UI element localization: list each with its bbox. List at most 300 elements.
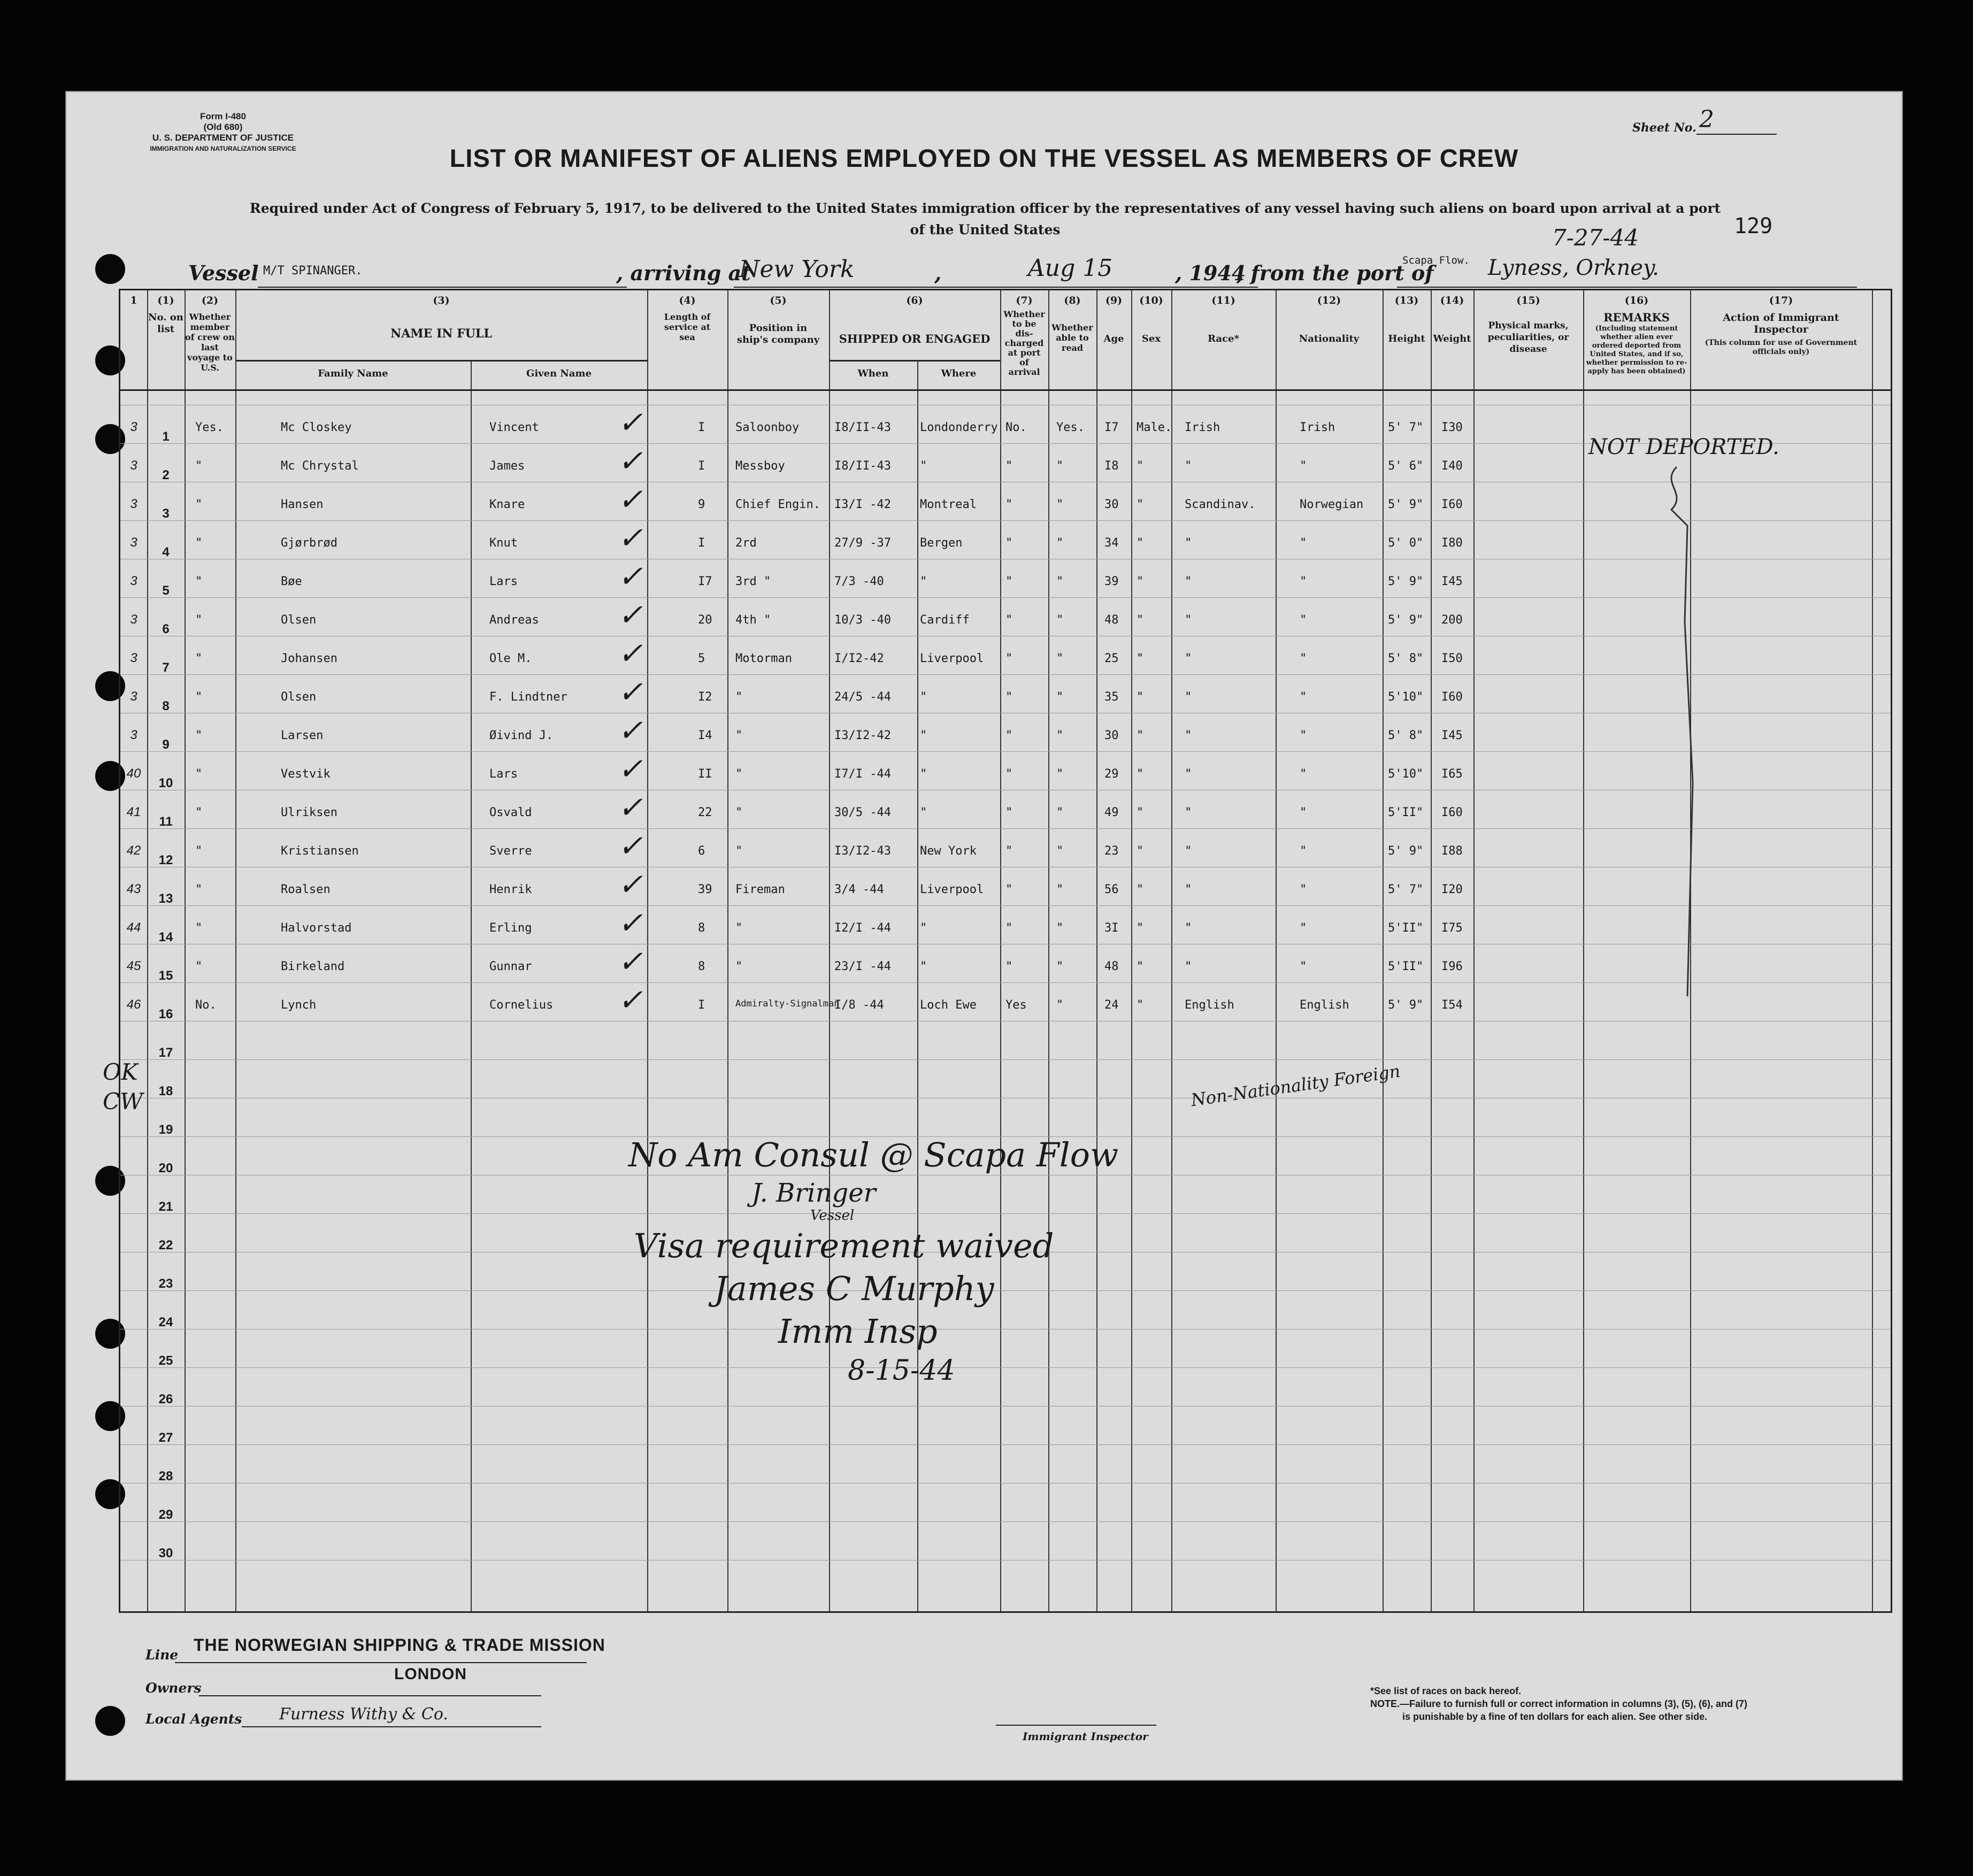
check-mark: ✓	[618, 906, 643, 941]
cell-nationality: "	[1300, 729, 1307, 742]
cell-when: I3/I2-43	[834, 844, 891, 858]
cell-race: "	[1185, 921, 1192, 935]
page-title: LIST OR MANIFEST OF ALIENS EMPLOYED ON THE VESSEL AS MEMBERS OF CREW	[449, 144, 1519, 172]
vessel-label: Vessel	[188, 261, 259, 285]
cell-service: 8	[698, 960, 705, 973]
cell-height: 5' 7"	[1388, 421, 1424, 434]
line-underline	[175, 1662, 587, 1663]
handwritten-signature: J. Bringer	[751, 1178, 876, 1208]
row-number: 5	[162, 583, 170, 598]
cell-weight: I65	[1441, 767, 1463, 781]
col-header-age: Age	[1103, 333, 1124, 344]
cell-discharged: "	[1005, 960, 1013, 973]
cell-height: 5' 7"	[1388, 883, 1424, 896]
cell-sex: "	[1137, 652, 1144, 665]
cell-discharged: No.	[1005, 421, 1027, 434]
cell-given-name: Cornelius	[489, 998, 554, 1012]
cell-service: 9	[698, 498, 705, 511]
remarks-not-deported: NOT DEPORTED.	[1588, 435, 1779, 459]
row-rule	[120, 1367, 1891, 1368]
cell-sex: "	[1137, 498, 1144, 511]
col-num: 1	[130, 295, 137, 306]
col-header-no: No. on list	[148, 312, 183, 335]
cell-position: Saloonboy	[735, 421, 800, 434]
col-header-weight: Weight	[1433, 333, 1471, 344]
cell-when: I7/I -44	[834, 767, 891, 781]
check-mark: ✓	[618, 829, 643, 864]
cell-nationality: "	[1300, 883, 1307, 896]
cell-height: 5'10"	[1388, 767, 1424, 781]
cell-age: 34	[1104, 536, 1119, 550]
crew-table	[119, 289, 1892, 1613]
col-header-sex: Sex	[1141, 333, 1161, 344]
cell-read: "	[1056, 729, 1064, 742]
cell-where: Liverpool	[920, 652, 984, 665]
col-header-nationality: Nationality	[1299, 333, 1360, 344]
cell-when: I3/I2-42	[834, 729, 891, 742]
cell-where: "	[920, 459, 927, 473]
cell-race: "	[1185, 690, 1192, 704]
cell-service: I4	[698, 729, 712, 742]
col-num: (13)	[1394, 295, 1419, 306]
cell-race: English	[1185, 998, 1234, 1012]
cell-last-voyage: Yes.	[195, 421, 224, 434]
cell-service: I	[698, 998, 705, 1012]
cell-age: 25	[1104, 652, 1119, 665]
cell-read: "	[1056, 883, 1064, 896]
cell-family-name: Mc Closkey	[281, 421, 352, 434]
cell-weight: I60	[1441, 498, 1463, 511]
cell-discharged: "	[1005, 921, 1013, 935]
cell-race: "	[1185, 729, 1192, 742]
margin-mark: 43	[126, 882, 141, 896]
cell-last-voyage: "	[195, 883, 203, 896]
col-num: (12)	[1317, 295, 1341, 306]
cell-when: 10/3 -40	[834, 613, 891, 627]
col-num: (5)	[770, 295, 787, 306]
margin-mark: 3	[130, 497, 137, 511]
cell-last-voyage: "	[195, 806, 203, 819]
cell-position: "	[735, 729, 743, 742]
from-underline	[1397, 287, 1857, 288]
from-label: , from the port of	[1237, 261, 1434, 285]
row-rule	[120, 674, 1891, 675]
arrival-date: Aug 15	[1028, 255, 1113, 282]
cell-where: Liverpool	[920, 883, 984, 896]
cell-given-name: Lars	[489, 575, 518, 588]
binder-hole	[95, 254, 125, 284]
col-num: (6)	[906, 295, 923, 306]
cell-race: "	[1185, 767, 1192, 781]
cell-given-name: Henrik	[489, 883, 532, 896]
cell-age: 48	[1104, 960, 1119, 973]
cell-position: Fireman	[735, 883, 785, 896]
from-port-typed: Scapa Flow.	[1402, 255, 1470, 266]
cell-service: II	[698, 767, 712, 781]
cell-service: 8	[698, 921, 705, 935]
row-number: 10	[158, 776, 173, 790]
cell-last-voyage: "	[195, 536, 203, 550]
inspector-date: 8-15-44	[848, 1355, 955, 1387]
manifest-footer	[135, 1620, 1846, 1770]
arriving-port: New York	[739, 256, 855, 283]
inspector-title: Imm Insp	[778, 1312, 938, 1351]
col-num: (1)	[157, 295, 174, 306]
form-line: (Old 680)	[203, 122, 243, 132]
margin-mark: 44	[126, 920, 141, 935]
col-num: (4)	[679, 295, 696, 306]
cell-position: "	[735, 960, 743, 973]
row-number: 18	[158, 1084, 173, 1098]
cell-position: Chief Engin.	[735, 498, 820, 511]
col-num: (17)	[1769, 295, 1793, 306]
cell-sex: "	[1137, 536, 1144, 550]
cell-position: Admiralty-Signalman	[735, 998, 840, 1009]
row-number: 14	[158, 930, 173, 944]
row-number: 23	[158, 1277, 173, 1291]
check-mark: ✓	[618, 944, 643, 979]
check-mark: ✓	[618, 482, 643, 517]
margin-mark: 41	[126, 805, 141, 819]
cell-where: "	[920, 921, 927, 935]
row-number: 20	[158, 1161, 173, 1175]
col-header-given-name: Given Name	[526, 368, 592, 379]
col-header-height: Height	[1388, 333, 1425, 344]
cell-read: "	[1056, 921, 1064, 935]
cell-discharged: "	[1005, 459, 1013, 473]
row-rule	[120, 828, 1891, 829]
form-line: IMMIGRATION AND NATURALIZATION SERVICE	[150, 145, 296, 152]
cell-where: "	[920, 575, 927, 588]
cell-weight: I50	[1441, 652, 1463, 665]
sheet-no-value: 2	[1699, 106, 1714, 133]
margin-mark: 3	[130, 612, 137, 627]
cell-weight: I80	[1441, 536, 1463, 550]
check-mark: ✓	[618, 790, 643, 825]
footnote-fine-1: NOTE.—Failure to furnish full or correct information in columns (3), (5), (6), and (7)	[1370, 1698, 1748, 1709]
binder-hole	[95, 1706, 125, 1736]
margin-mark: 45	[126, 959, 141, 973]
race-annotation: Non-Nationality Foreign	[1189, 1060, 1402, 1111]
cell-position: "	[735, 767, 743, 781]
row-number: 29	[158, 1508, 173, 1522]
row-number: 1	[162, 429, 170, 444]
cell-age: 49	[1104, 806, 1119, 819]
cell-position: Messboy	[735, 459, 785, 473]
cell-service: 20	[698, 613, 712, 627]
col-header-remarks: REMARKS	[1603, 311, 1670, 324]
row-number: 15	[158, 968, 173, 983]
subtitle-line: Required under Act of Congress of February 5, 1917, to be delivered to the United States immigration officer by the representatives of any vessel having such aliens on board upon arrival at a port	[249, 201, 1721, 216]
row-number: 24	[158, 1315, 173, 1329]
cell-last-voyage: "	[195, 844, 203, 858]
cell-read: "	[1056, 690, 1064, 704]
row-rule	[120, 520, 1891, 521]
cell-where: New York	[920, 844, 977, 858]
cell-sex: "	[1137, 729, 1144, 742]
cell-when: I8/II-43	[834, 459, 891, 473]
cell-family-name: Lynch	[281, 998, 317, 1012]
cell-height: 5' 9"	[1388, 998, 1424, 1012]
handwritten-visa-waived: Visa requirement waived	[634, 1226, 1054, 1265]
cell-nationality: "	[1300, 613, 1307, 627]
margin-mark: 42	[126, 843, 141, 858]
row-number: 25	[158, 1354, 173, 1368]
margin-mark: 3	[130, 574, 137, 588]
cell-race: "	[1185, 883, 1192, 896]
cell-when: I/I2-42	[834, 652, 884, 665]
cell-position: "	[735, 844, 743, 858]
cell-age: I8	[1104, 459, 1119, 473]
margin-ok: OK	[103, 1059, 138, 1085]
cell-position: "	[735, 921, 743, 935]
cell-weight: I75	[1441, 921, 1463, 935]
check-mark: ✓	[618, 713, 643, 748]
check-mark: ✓	[618, 559, 643, 594]
cell-given-name: Lars	[489, 767, 518, 781]
cell-age: 39	[1104, 575, 1119, 588]
row-number: 9	[162, 737, 170, 752]
margin-mark: 3	[130, 458, 137, 473]
col-header-where: Where	[941, 368, 977, 379]
cell-age: 30	[1104, 498, 1119, 511]
row-number: 28	[158, 1469, 173, 1483]
line-label: Line	[145, 1647, 179, 1663]
cell-service: 22	[698, 806, 712, 819]
cell-read: "	[1056, 844, 1064, 858]
cell-nationality: "	[1300, 806, 1307, 819]
cell-given-name: Sverre	[489, 844, 532, 858]
check-mark: ✓	[618, 867, 643, 902]
cell-where: "	[920, 767, 927, 781]
cell-height: 5' 6"	[1388, 459, 1424, 473]
cell-read: "	[1056, 498, 1064, 511]
cell-race: "	[1185, 960, 1192, 973]
cell-nationality: "	[1300, 690, 1307, 704]
row-number: 30	[158, 1546, 173, 1560]
cell-family-name: Mc Chrystal	[281, 459, 359, 473]
cell-discharged: "	[1005, 613, 1013, 627]
cell-position: 3rd "	[735, 575, 771, 588]
cell-read: "	[1056, 459, 1064, 473]
check-mark: ✓	[618, 983, 643, 1018]
col-num: (15)	[1516, 295, 1540, 306]
cell-last-voyage: "	[195, 767, 203, 781]
cell-nationality: "	[1300, 767, 1307, 781]
cell-where: "	[920, 960, 927, 973]
subtitle-line: of the United States	[910, 222, 1061, 237]
form-line: Form I-480	[200, 111, 246, 121]
cell-family-name: Olsen	[281, 613, 317, 627]
cell-family-name: Johansen	[281, 652, 337, 665]
cell-nationality: "	[1300, 921, 1307, 935]
margin-mark: 3	[130, 651, 137, 665]
col-num: (10)	[1139, 295, 1163, 306]
margin-mark: 3	[130, 728, 137, 742]
stamp-date: 7-27-44	[1552, 225, 1639, 251]
cell-height: 5'II"	[1388, 921, 1424, 935]
cell-nationality: "	[1300, 536, 1307, 550]
cell-read: "	[1056, 998, 1064, 1012]
cell-sex: Male.	[1137, 421, 1172, 434]
col-header-last-voyage: Whether member of crew on last voyage to U.S.	[185, 312, 235, 373]
col-num: (11)	[1211, 295, 1235, 306]
inspector-signature: James C Murphy	[714, 1269, 994, 1308]
cell-race: "	[1185, 575, 1192, 588]
stamp-london: LONDON	[394, 1665, 467, 1683]
cell-family-name: Olsen	[281, 690, 317, 704]
row-rule	[120, 982, 1891, 983]
cell-sex: "	[1137, 575, 1144, 588]
cell-age: 30	[1104, 729, 1119, 742]
cell-sex: "	[1137, 806, 1144, 819]
cell-position: 4th "	[735, 613, 771, 627]
row-rule	[120, 1213, 1891, 1214]
row-number: 2	[162, 468, 170, 482]
cell-last-voyage: "	[195, 459, 203, 473]
cell-last-voyage: "	[195, 921, 203, 935]
cell-race: "	[1185, 806, 1192, 819]
from-port-handwritten: Lyness, Orkney.	[1488, 256, 1659, 280]
cell-nationality: English	[1300, 998, 1349, 1012]
arriving-label: , arriving at	[616, 261, 751, 285]
cell-height: 5' 9"	[1388, 844, 1424, 858]
cell-last-voyage: "	[195, 498, 203, 511]
cell-position: "	[735, 690, 743, 704]
cell-race: "	[1185, 613, 1192, 627]
cell-discharged: "	[1005, 883, 1013, 896]
row-number: 19	[158, 1122, 173, 1137]
local-agents-value: Furness Withy & Co.	[279, 1705, 448, 1724]
cell-read: "	[1056, 652, 1064, 665]
cell-where: "	[920, 729, 927, 742]
cell-height: 5' 0"	[1388, 536, 1424, 550]
row-rule	[120, 1059, 1891, 1060]
cell-given-name: Knut	[489, 536, 518, 550]
row-rule	[120, 905, 1891, 906]
check-mark: ✓	[618, 444, 643, 479]
col-header-remarks-sub: (Including statement whether alien ever ordered deported from United States, and if so, whether permission to re-apply has been obtained)	[1586, 325, 1687, 375]
agents-underline	[242, 1726, 541, 1727]
row-rule	[120, 597, 1891, 598]
cell-weight: I45	[1441, 575, 1463, 588]
cell-last-voyage: No.	[195, 998, 217, 1012]
cell-age: 29	[1104, 767, 1119, 781]
cell-given-name: Erling	[489, 921, 532, 935]
cell-family-name: Vestvik	[281, 767, 331, 781]
cell-where: Montreal	[920, 498, 977, 511]
margin-mark: 3	[130, 689, 137, 704]
row-rule	[120, 1444, 1891, 1445]
cell-weight: I96	[1441, 960, 1463, 973]
cell-given-name: Ole M.	[489, 652, 532, 665]
cell-family-name: Bøe	[281, 575, 302, 588]
cell-sex: "	[1137, 921, 1144, 935]
col-header-shipped: SHIPPED OR ENGAGED	[839, 332, 991, 345]
cell-weight: I60	[1441, 690, 1463, 704]
cell-where: "	[920, 690, 927, 704]
col-num: (2)	[201, 295, 219, 306]
cell-age: 35	[1104, 690, 1119, 704]
col-num: (9)	[1105, 295, 1123, 306]
cell-service: 5	[698, 652, 705, 665]
cell-when: 23/I -44	[834, 960, 891, 973]
cell-nationality: "	[1300, 960, 1307, 973]
cell-where: Bergen	[920, 536, 963, 550]
cell-last-voyage: "	[195, 652, 203, 665]
cell-race: "	[1185, 536, 1192, 550]
manifest-sheet	[65, 91, 1903, 1781]
row-number: 12	[158, 853, 173, 867]
local-agents-label: Local Agents	[145, 1711, 242, 1727]
col-header-when: When	[857, 368, 889, 379]
cell-last-voyage: "	[195, 613, 203, 627]
page-number-stamp: 129	[1734, 214, 1773, 239]
cell-discharged: "	[1005, 575, 1013, 588]
check-mark: ✓	[618, 405, 643, 440]
cell-sex: "	[1137, 998, 1144, 1012]
cell-service: I2	[698, 690, 712, 704]
row-number: 22	[158, 1238, 173, 1252]
cell-discharged: "	[1005, 767, 1013, 781]
port-underline	[734, 287, 948, 288]
cell-discharged: "	[1005, 806, 1013, 819]
cell-last-voyage: "	[195, 960, 203, 973]
vessel-underline	[258, 287, 627, 288]
cell-age: 24	[1104, 998, 1119, 1012]
cell-service: I	[698, 536, 705, 550]
cell-age: 3I	[1104, 921, 1119, 935]
cell-when: I/8 -44	[834, 998, 884, 1012]
check-mark: ✓	[618, 598, 643, 633]
row-number: 21	[158, 1200, 173, 1214]
cell-race: "	[1185, 459, 1192, 473]
cell-given-name: Osvald	[489, 806, 532, 819]
remarks-ditto-line	[1655, 462, 1719, 996]
cell-age: 48	[1104, 613, 1119, 627]
cell-when: 3/4 -44	[834, 883, 884, 896]
cell-weight: I54	[1441, 998, 1463, 1012]
footnote-fine-2: is punishable by a fine of ten dollars for each alien. See other side.	[1402, 1711, 1708, 1722]
cell-where: "	[920, 806, 927, 819]
cell-given-name: Andreas	[489, 613, 539, 627]
cell-service: I7	[698, 575, 712, 588]
check-mark: ✓	[618, 521, 643, 556]
cell-service: I	[698, 421, 705, 434]
cell-weight: I88	[1441, 844, 1463, 858]
cell-read: "	[1056, 613, 1064, 627]
cell-family-name: Halvorstad	[281, 921, 352, 935]
cell-where: Loch Ewe	[920, 998, 977, 1012]
col-header-discharged: Whether to be dis-charged at port of arrival	[1003, 309, 1045, 377]
cell-when: 27/9 -37	[834, 536, 891, 550]
cell-nationality: Irish	[1300, 421, 1335, 434]
cell-family-name: Ulriksen	[281, 806, 337, 819]
cell-position: 2rd	[735, 536, 757, 550]
cell-last-voyage: "	[195, 575, 203, 588]
col-header-race: Race*	[1208, 333, 1239, 344]
cell-read: "	[1056, 767, 1064, 781]
owners-label: Owners	[145, 1680, 202, 1696]
vessel-name: M/T SPINANGER.	[263, 264, 363, 278]
row-number: 11	[159, 814, 173, 829]
col-header-action: Action of Immigrant Inspector	[1723, 312, 1839, 335]
cell-given-name: Knare	[489, 498, 525, 511]
page-subtitle	[183, 198, 1787, 241]
cell-nationality: "	[1300, 459, 1307, 473]
owners-underline	[199, 1695, 541, 1696]
cell-position: "	[735, 806, 743, 819]
